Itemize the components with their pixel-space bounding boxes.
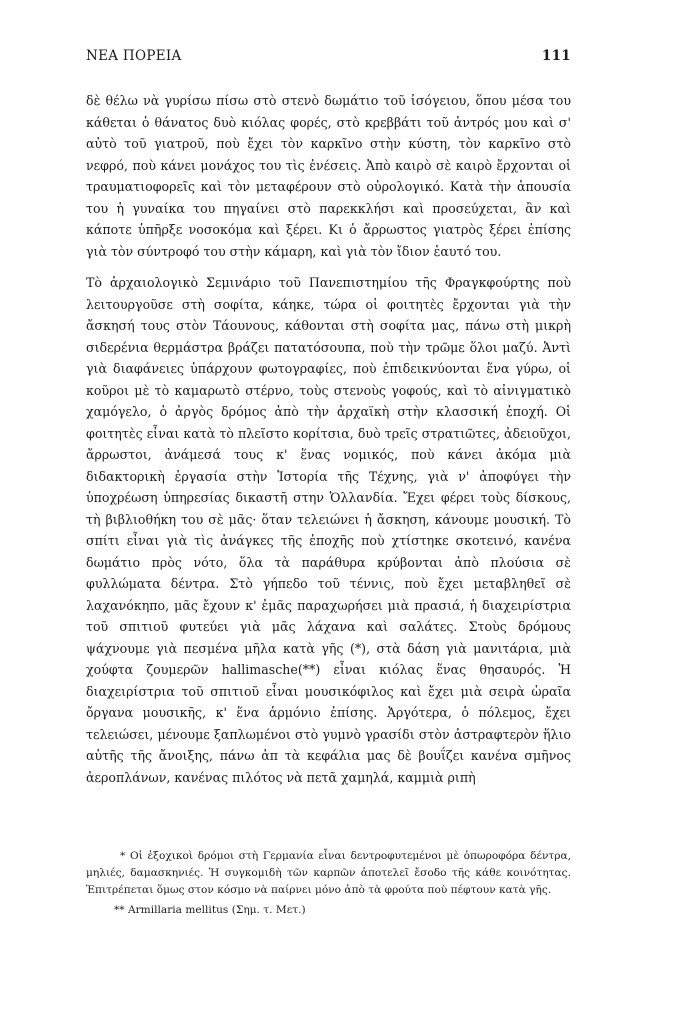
paragraph-1: δὲ θέλω νὰ γυρίσω πίσω στὸ στενὸ δωμάτιο τοῦ ἰσόγειου, ὅπου μέσα του κάθεται ὁ θάνατος δυὸ κιόλας φορές, στὸ κρεββάτι τοῦ ἀντρός μου καὶ σ' αὐτὸ τοῦ γιατροῦ, ποὺ ἔχει τὸν καρκῖνο στὴν κύστη, τὸν καρκῖνο στὸ νεφρό, ποὺ κάνει μονάχος του τὶς ἐνέσεις. Ἀπὸ καιρὸ σὲ καιρὸ ἔρχονται οἱ τραυματιοφορεῖς καὶ τὸν μεταφέρουν στὸ οὐρολογικό. Κατὰ τὴν ἀπουσία του ἡ γυναίκα του πηγαίνει στὸ παρεκκλήσι καὶ προσεύχεται, ἂν καὶ κάποτε ὑπῆρξε νοσοκόμα καὶ ξέρει. Κι ὁ ἄρρωστος γιατρὸς ξέρει ἐπίσης γιὰ τὸν σύντροφό του στὴν κάμαρη, καὶ γιὰ τὸν ἴδιον ἑαυτό του. xyxy=(86,93,571,259)
body-text xyxy=(86,90,571,788)
footnotes xyxy=(86,848,571,919)
footnote-2: ** Armillaria mellitus (Σημ. τ. Μετ.) xyxy=(114,904,306,916)
page-number: 111 xyxy=(541,48,571,64)
paragraph-2: Τὸ ἀρχαιολογικὸ Σεμινάριο τοῦ Πανεπιστημίου τῆς Φραγκφούρτης ποὺ λειτουργοῦσε στὴ σοφίτα, κάηκε, τώρα οἱ φοιτητὲς ἔρχονται γιὰ τὴν ἄσκησή τους στὸν Τάουνους, κάθονται στὴ σοφίτα μας, πάνω στὴ μικρὴ σιδερένια θερμάστρα βράζει πατατόσουπα, ποὺ τὴν τρῶμε ὅλοι μαζύ. Ἀντὶ γιὰ διαφάνειες ὑπάρχουν φωτογραφίες, ποὺ ἐπιδεικνύονται ἕνα γύρω, οἱ κοῦροι μὲ τὸ καμαρωτὸ στέρνο, τοὺς στενοὺς γοφούς, καὶ τὸ αἰνιγματικὸ χαμόγελο, ὁ ἀργὸς δρόμος ἀπὸ τὴν ἀρχαϊκὴ στὴν κλασσική ἐποχή. Οἱ φοιτητὲς εἶναι κατὰ τὸ πλεῖστο κορίτσια, δυὸ τρεῖς στρατιῶτες, ἀδειοῦχοι, ἄρρωστοι, ἀνάμεσά τους κ' ἕνας νομικός, ποὺ κάνει ἀκόμα μιὰ διδακτορικὴ ἐργασία στὴν Ἱστορία τῆς Τέχνης, γιὰ ν' ἀποφύγει τὴν ὑποχρέωση ὑπηρεσίας δικαστῆ στην Ὁλλανδία. Ἔχει φέρει τοὺς δίσκους, τὴ βιβλιοθήκη του σὲ μᾶς· ὅταν τελειώνει ἡ ἄσκηση, κάνουμε μουσική. Τὸ σπίτι εἶναι γιὰ τὶς ἀνάγκες τῆς ἐποχῆς ποὺ χτίστηκε σκοτεινό, κανένα δωμάτιο πρὸς νότο, ὅλα τὰ παράθυρα κρύβονται ἀπὸ πλούσια σὲ φυλλώματα δέντρα. Στὸ γήπεδο τοῦ τέννις, ποὺ ἔχει μεταβληθεῖ σὲ λαχανόκηπο, μᾶς ἔχουν κ' ἐμᾶς παραχωρήσει μιὰ πρασιά, ἡ διαχειρίστρια τοῦ σπιτιοῦ φυτεύει γιὰ μᾶς λάχανα καὶ σαλάτες. Στοὺς δρόμους ψάχνουμε γιὰ πεσμένα μῆλα κατὰ γῆς (*), στὰ δάση γιὰ μανιτάρια, μιὰ χούφτα ζουμερῶν hallimasche(**) εἶναι κιόλας ἕνας θησαυρός. Ἡ διαχειρίστρια τοῦ σπιτιοῦ εἶναι μουσικόφιλος καὶ ἔχει μιὰ σειρὰ ὡραῖα ὄργανα μουσικῆς, κ' ἕνα ἁρμόνιο ἐπίσης. Ἀργότερα, ὁ πόλεμος, ἔχει τελειώσει, μένουμε ξαπλωμένοι στὸ γυμνὸ γρασίδι στὸν ἀστραφτερὸν ἥλιο αὐτῆς τῆς ἄνοιξης, πάνω ἀπ τὰ κεφάλια μας δὲ βουΐζει κανένα σμῆνος ἀεροπλάνων, κανένας πιλότος νὰ πετᾶ χαμηλά, καμμιὰ ριπὴ xyxy=(86,275,571,785)
footnote-1: * Οἱ ἐξοχικοὶ δρόμοι στὴ Γερμανία εἶναι δεντροφυτεμένοι μὲ ὀπωροφόρα δέντρα, μηλιές, δαμασκηνιές. Ἡ συγκομιδὴ τῶν καρπῶν ἀποτελεῖ ἔσοδο τῆς κάθε κοινότητας. Ἐπιτρέπεται ὅμως στον κόσμο νὰ παίρνει μόνο ἀπὸ τὰ φρούτα ποὺ πέφτουν κατὰ γῆς. xyxy=(86,850,571,896)
running-title: ΝΕΑ ΠΟΡΕΙΑ xyxy=(86,48,182,64)
page-header xyxy=(86,48,571,64)
